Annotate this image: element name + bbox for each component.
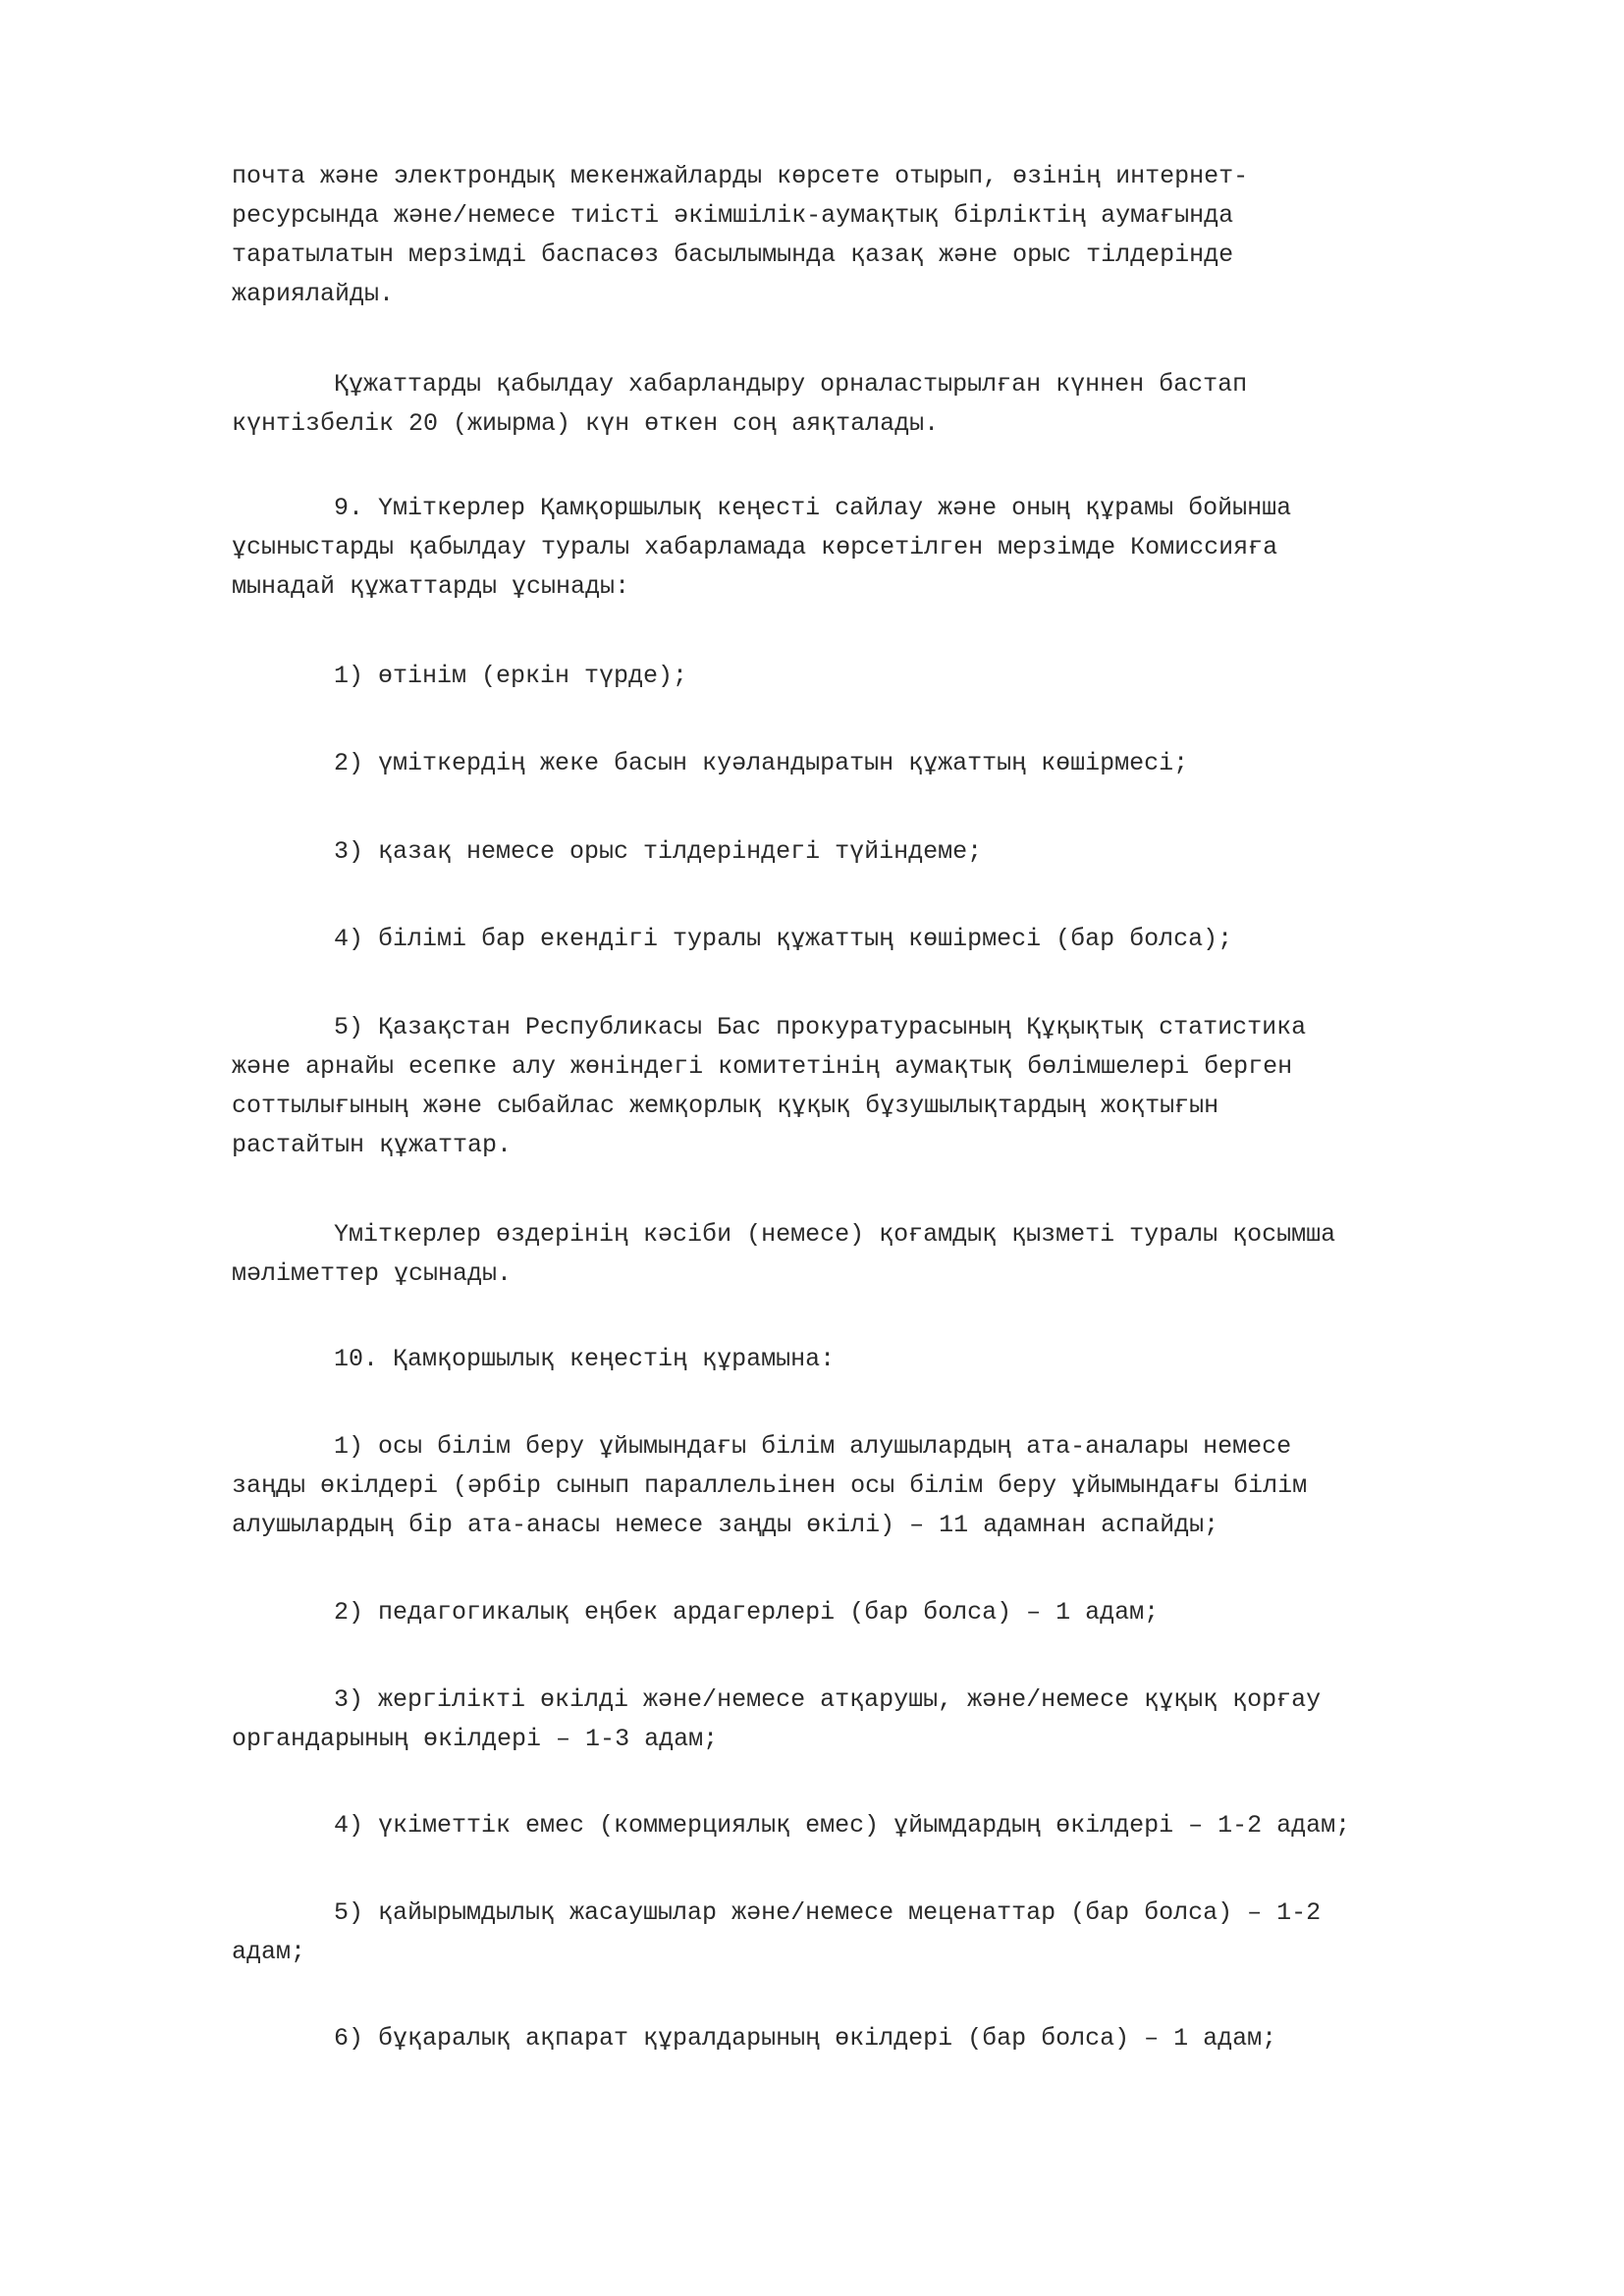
text-line: 9. Үміткерлер Қамқоршылық кеңесті сайлау және оның құрамы бойынша — [334, 494, 1292, 522]
text-line: алушылардың бір ата-анасы немесе заңды өкілі) – 11 адамнан аспайды; — [232, 1511, 1219, 1539]
text-line: 2) үміткердің жеке басын куәландыратын құжаттың көшірмесі; — [334, 749, 1189, 777]
list-item-10-5 — [232, 1894, 1508, 1972]
text-line: 3) қазақ немесе орыс тілдеріндегі түйіндеме; — [334, 837, 983, 866]
paragraph-intro-continuation — [232, 157, 1508, 314]
text-line: 4) білімі бар екендігі туралы құжаттың көшірмесі (бар болса); — [334, 925, 1233, 953]
list-item-10-2 — [232, 1593, 1508, 1632]
text-line: органдарының өкілдері – 1-3 адам; — [232, 1725, 719, 1753]
text-line: 5) қайырымдылық жасаушылар және/немесе меценаттар (бар болса) – 1-2 — [334, 1898, 1322, 1927]
paragraph-additional-info — [232, 1215, 1508, 1294]
list-item-10-6 — [232, 2019, 1508, 2058]
text-line: 1) осы білім беру ұйымындағы білім алушылардың ата-аналары немесе — [334, 1432, 1292, 1461]
list-item-9-3 — [232, 832, 1508, 872]
text-line: почта және электрондық мекенжайларды көрсете отырып, өзінің интернет- — [232, 162, 1249, 190]
list-item-10-4 — [232, 1806, 1508, 1845]
text-line: ресурсында және/немесе тиісті әкімшілік-аумақтық бірліктің аумағында — [232, 201, 1234, 230]
list-item-9-5 — [232, 1008, 1508, 1165]
list-item-10-3 — [232, 1681, 1508, 1759]
text-line: 1) өтінім (еркін түрде); — [334, 662, 688, 690]
list-item-9-1 — [232, 657, 1508, 696]
text-line: 2) педагогикалық еңбек ардагерлері (бар болса) – 1 адам; — [334, 1598, 1160, 1627]
text-line: 3) жергілікті өкілді және/немесе атқарушы, және/немесе құқық қорғау — [334, 1685, 1322, 1714]
paragraph-documents-deadline — [232, 365, 1508, 444]
text-line: ұсыныстарды қабылдау туралы хабарламада көрсетілген мерзімде Комиссияға — [232, 533, 1278, 561]
text-line: және арнайы есепке алу жөніндегі комитетінің аумақтық бөлімшелері берген — [232, 1052, 1293, 1081]
text-line: 5) Қазақстан Республикасы Бас прокуратурасының Құқықтық статистика — [334, 1013, 1307, 1041]
text-line: Үміткерлер өздерінің кәсіби (немесе) қоғамдық қызметі туралы қосымша — [334, 1220, 1336, 1249]
text-line: соттылығының және сыбайлас жемқорлық құқық бұзушылықтардың жоқтығын — [232, 1092, 1219, 1120]
text-line: 4) үкіметтік емес (коммерциялық емес) ұйымдардың өкілдері – 1-2 адам; — [334, 1811, 1351, 1840]
list-item-9-4 — [232, 920, 1508, 959]
text-line: Құжаттарды қабылдау хабарландыру орналастырылған күннен бастап — [334, 370, 1248, 399]
text-line: таратылатын мерзімді баспасөз басылымында қазақ және орыс тілдерінде — [232, 240, 1234, 269]
paragraph-item-9 — [232, 489, 1508, 607]
text-line: заңды өкілдері (әрбір сынып параллельінен осы білім беру ұйымындағы білім — [232, 1471, 1308, 1500]
text-line: растайтын құжаттар. — [232, 1131, 513, 1159]
list-item-9-2 — [232, 744, 1508, 783]
text-line: 10. Қамқоршылық кеңестің құрамына: — [334, 1345, 836, 1373]
text-line: мәліметтер ұсынады. — [232, 1259, 513, 1288]
paragraph-item-10 — [232, 1340, 1508, 1379]
text-line: жариялайды. — [232, 280, 395, 308]
text-line: мынадай құжаттарды ұсынады: — [232, 572, 630, 601]
list-item-10-1 — [232, 1427, 1508, 1545]
text-line: адам; — [232, 1938, 306, 1966]
text-line: күнтізбелік 20 (жиырма) күн өткен соң аяқталады. — [232, 409, 940, 438]
text-line: 6) бұқаралық ақпарат құралдарының өкілдері (бар болса) – 1 адам; — [334, 2024, 1277, 2053]
